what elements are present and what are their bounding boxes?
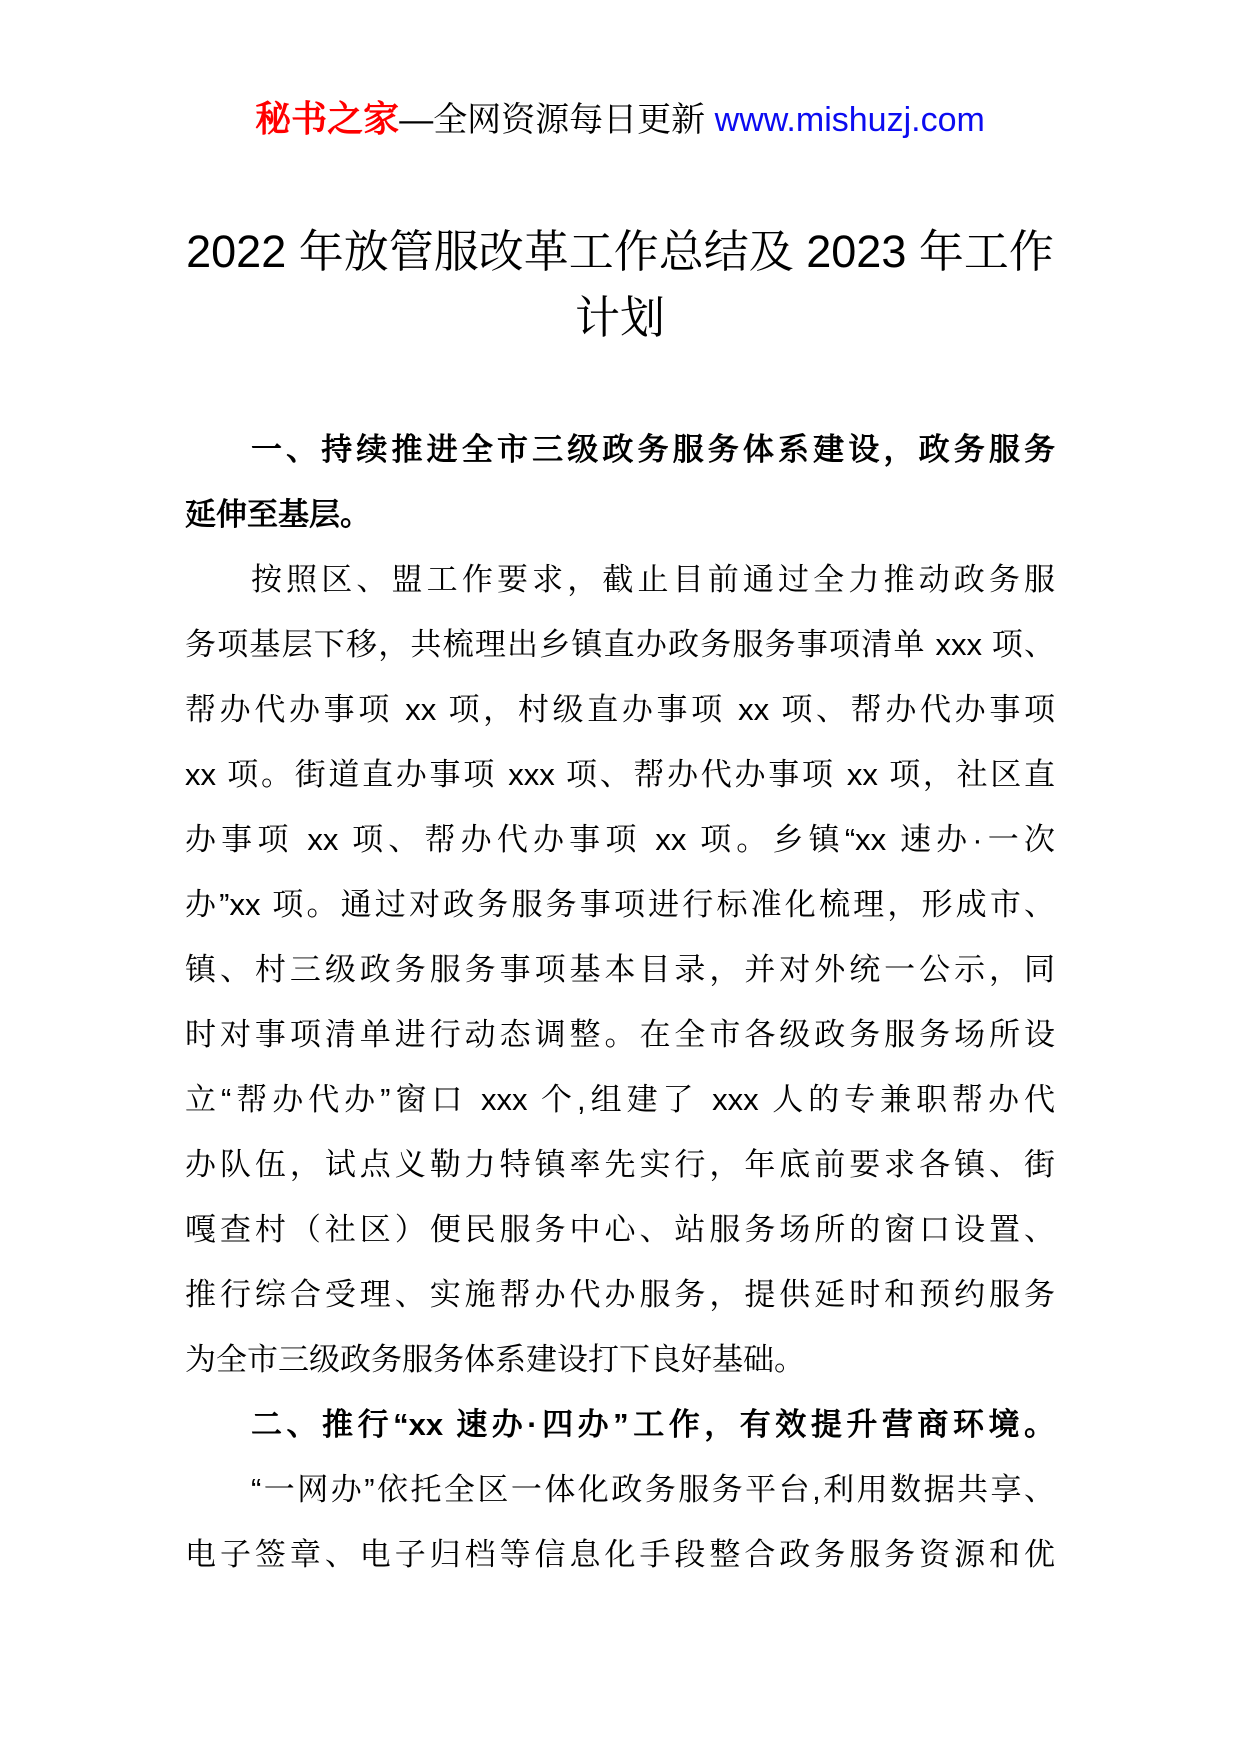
body-text-line: 立“帮办代办”窗口 xxx 个,组建了 xxx 人的专兼职帮办代 — [185, 1082, 1055, 1117]
body-text-line: “一网办”依托全区一体化政务服务平台,利用数据共享、 — [251, 1472, 1055, 1507]
body-text-line: 镇、村三级政务服务事项基本目录，并对外统一公示，同 — [185, 952, 1055, 987]
site-tagline: —全网资源每日更新 — [399, 101, 715, 139]
body-text-line: 办事项 xx 项、帮办代办事项 xx 项。乡镇“xx 速办·一次 — [185, 822, 1055, 857]
body-text-line: 时对事项清单进行动态调整。在全市各级政务服务场所设 — [185, 1017, 1055, 1052]
body-text-line: 电子签章、电子归档等信息化手段整合政务服务资源和优 — [185, 1537, 1055, 1572]
site-header — [0, 0, 1240, 142]
body-text-line: 帮办代办事项 xx 项，村级直办事项 xx 项、帮办代办事项 — [185, 692, 1055, 727]
body-text-line: 推行综合受理、实施帮办代办服务，提供延时和预约服务 — [185, 1277, 1055, 1312]
document-title-line-2: 计划 — [574, 292, 665, 343]
body-text-line: 办”xx 项。通过对政务服务事项进行标准化梳理，形成市、 — [185, 887, 1055, 922]
section-heading-line: 一、持续推进全市三级政务服务体系建设，政务服务 — [251, 432, 1055, 467]
site-url-link[interactable]: www.mishuzj.com — [714, 101, 985, 139]
document-body — [185, 417, 1055, 1587]
body-text-line: 办队伍，试点义勒力特镇率先实行，年底前要求各镇、街 — [185, 1147, 1055, 1182]
document-title — [0, 219, 1240, 351]
body-text-line: 为全市三级政务服务体系建设打下良好基础。 — [185, 1342, 805, 1377]
section-heading-line: 二、推行“xx 速办·四办”工作，有效提升营商环境。 — [251, 1407, 1055, 1442]
site-brand: 秘书之家 — [255, 98, 400, 139]
body-text-line: 按照区、盟工作要求，截止目前通过全力推动政务服 — [251, 562, 1055, 597]
body-text-line: xx 项。街道直办事项 xxx 项、帮办代办事项 xx 项，社区直 — [185, 757, 1055, 792]
body-text-line: 嘎查村（社区）便民服务中心、站服务场所的窗口设置、 — [185, 1212, 1055, 1247]
document-title-line-1: 2022 年放管服改革工作总结及 2023 年工作 — [186, 226, 1054, 277]
body-text-line: 务项基层下移，共梳理出乡镇直办政务服务事项清单 xxx 项、 — [185, 627, 1055, 662]
section-heading-line: 延伸至基层。 — [185, 497, 371, 532]
